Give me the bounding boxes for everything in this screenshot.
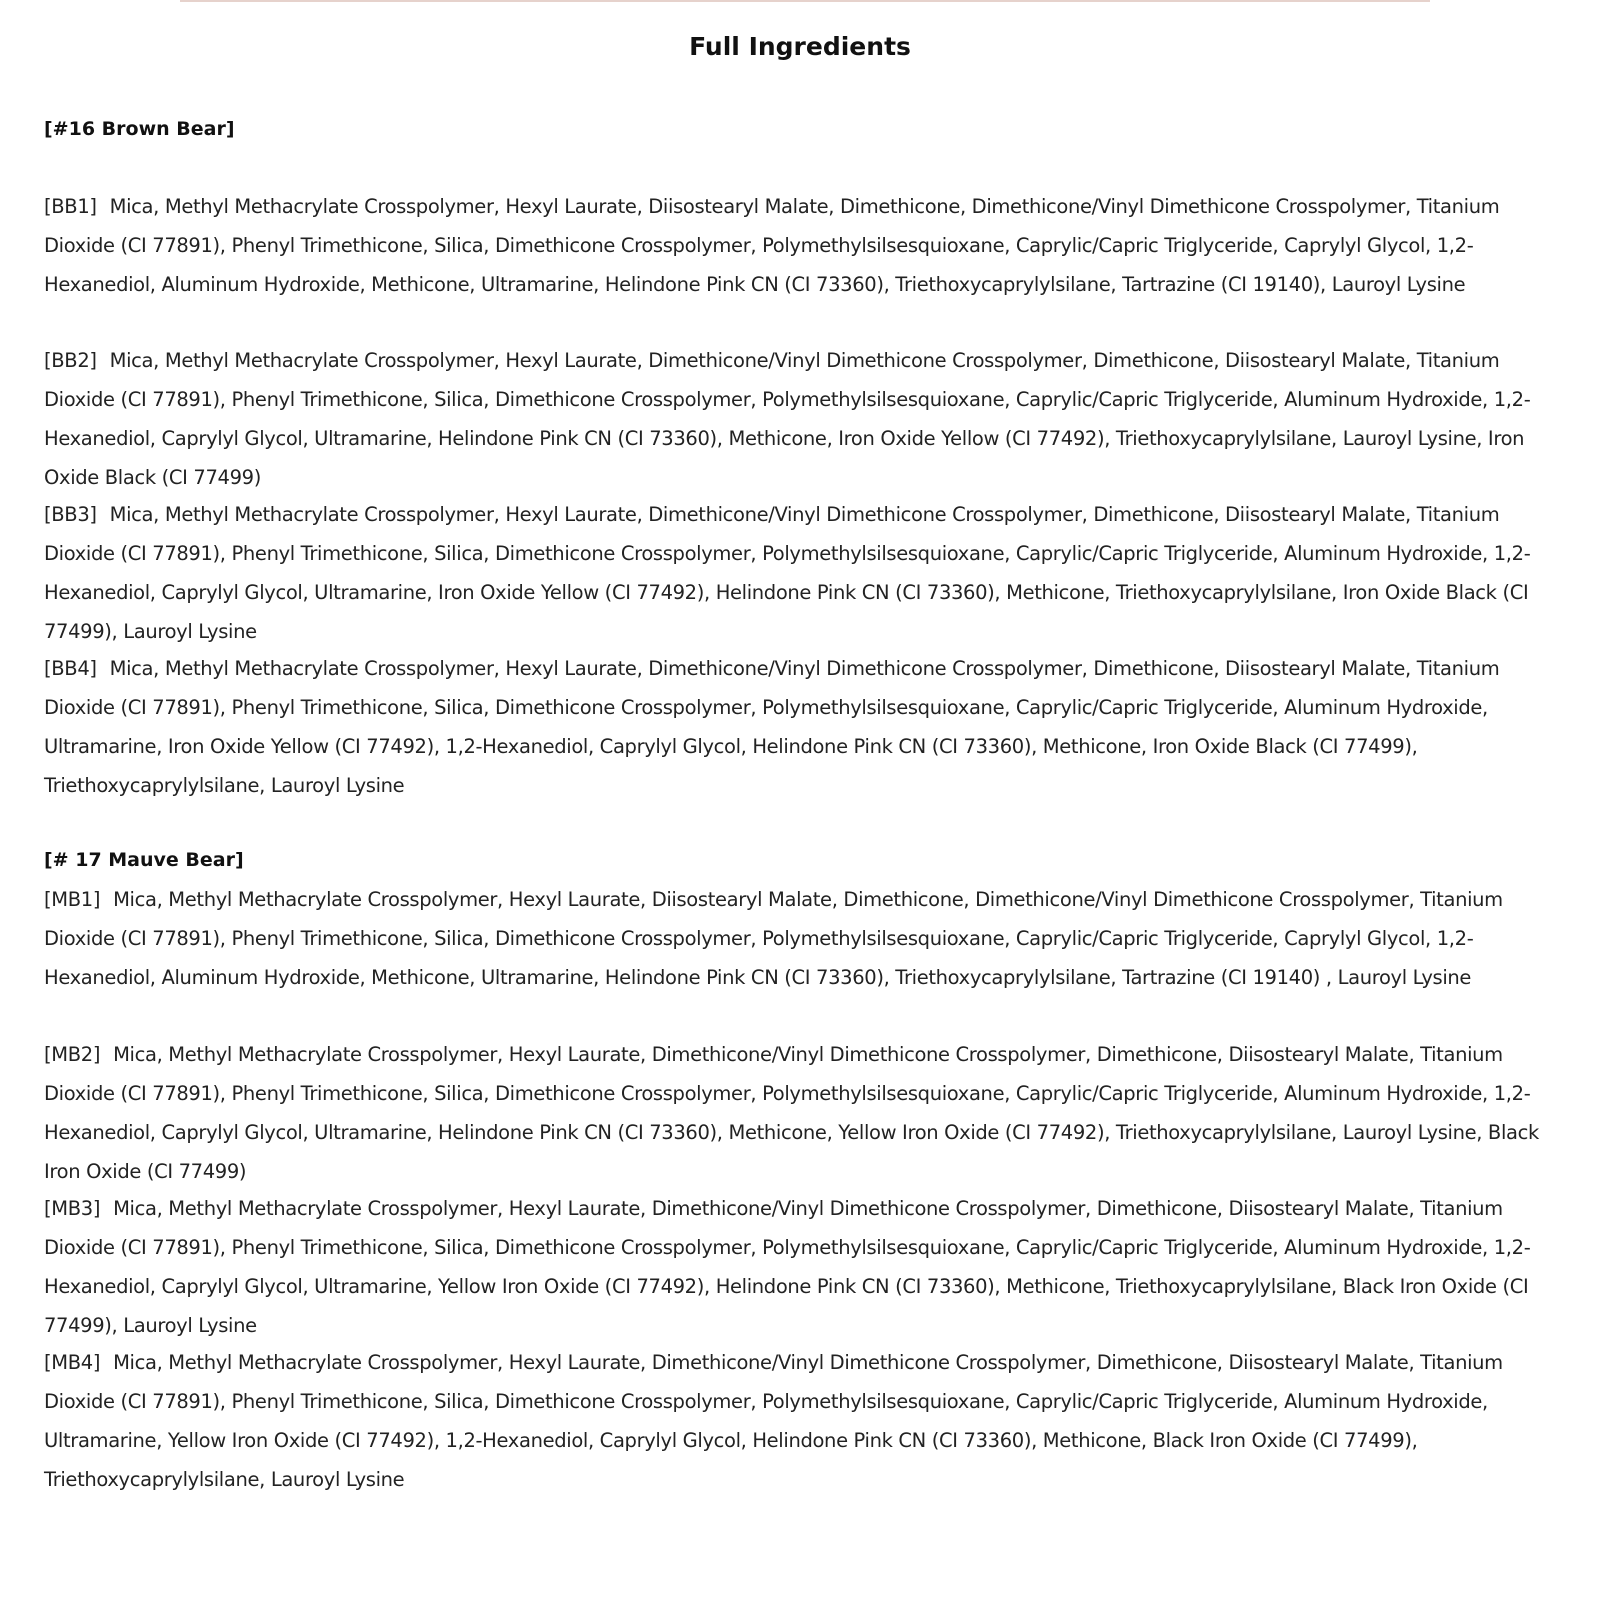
page-title: Full Ingredients bbox=[689, 32, 911, 61]
section-heading-brown-bear: [#16 Brown Bear] bbox=[44, 118, 235, 140]
ingredient-code: [BB1] bbox=[44, 195, 97, 218]
ingredient-text: Mica, Methyl Methacrylate Crosspolymer, Hexyl Laurate, Dimethicone/Vinyl Dimethicone Crosspolymer, Dimethicone, Diisostearyl Malate, Titanium Dioxide (CI 77891), Phenyl Trimethicone, Silica, Dimethicone Crosspolymer, Polymethylsilsesquioxane, Caprylic/Capric Triglyceride, Aluminum Hydroxide, 1,2-Hexanediol, Caprylyl Glycol, Ultramarine, Helindone Pink CN (CI 73360), Methicone, Iron Oxide Yellow (CI 77492), Triethoxycaprylylsilane, Lauroyl Lysine, Iron Oxide Black (CI 77499) bbox=[44, 349, 1531, 489]
ingredient-text: Mica, Methyl Methacrylate Crosspolymer, Hexyl Laurate, Dimethicone/Vinyl Dimethicone Crosspolymer, Dimethicone, Diisostearyl Malate, Titanium Dioxide (CI 77891), Phenyl Trimethicone, Silica, Dimethicone Crosspolymer, Polymethylsilsesquioxane, Caprylic/Capric Triglyceride, Aluminum Hydroxide, 1,2-Hexanediol, Caprylyl Glycol, Ultramarine, Iron Oxide Yellow (CI 77492), Helindone Pink CN (CI 73360), Methicone, Triethoxycaprylylsilane, Iron Oxide Black (CI 77499), Lauroyl Lysine bbox=[44, 503, 1531, 643]
ingredient-code: [MB1] bbox=[44, 888, 101, 911]
ingredient-code: [BB3] bbox=[44, 503, 97, 526]
ingredient-item-mb4 bbox=[44, 1343, 1549, 1499]
section-heading-mauve-bear: [# 17 Mauve Bear] bbox=[44, 849, 244, 871]
ingredient-item-mb3 bbox=[44, 1189, 1549, 1345]
ingredient-code: [BB2] bbox=[44, 349, 97, 372]
ingredient-text: Mica, Methyl Methacrylate Crosspolymer, Hexyl Laurate, Dimethicone/Vinyl Dimethicone Crosspolymer, Dimethicone, Diisostearyl Malate, Titanium Dioxide (CI 77891), Phenyl Trimethicone, Silica, Dimethicone Crosspolymer, Polymethylsilsesquioxane, Caprylic/Capric Triglyceride, Aluminum Hydroxide, Ultramarine, Yellow Iron Oxide (CI 77492), 1,2-Hexanediol, Caprylyl Glycol, Helindone Pink CN (CI 73360), Methicone, Black Iron Oxide (CI 77499), Triethoxycaprylylsilane, Lauroyl Lysine bbox=[44, 1351, 1503, 1491]
ingredient-text: Mica, Methyl Methacrylate Crosspolymer, Hexyl Laurate, Dimethicone/Vinyl Dimethicone Crosspolymer, Dimethicone, Diisostearyl Malate, Titanium Dioxide (CI 77891), Phenyl Trimethicone, Silica, Dimethicone Crosspolymer, Polymethylsilsesquioxane, Caprylic/Capric Triglyceride, Aluminum Hydroxide, 1,2-Hexanediol, Caprylyl Glycol, Ultramarine, Helindone Pink CN (CI 73360), Methicone, Yellow Iron Oxide (CI 77492), Triethoxycaprylylsilane, Lauroyl Lysine, Black Iron Oxide (CI 77499) bbox=[44, 1043, 1539, 1183]
ingredient-code: [MB3] bbox=[44, 1197, 101, 1220]
ingredient-code: [BB4] bbox=[44, 657, 97, 680]
ingredient-item-bb1 bbox=[44, 187, 1549, 304]
ingredient-text: Mica, Methyl Methacrylate Crosspolymer, Hexyl Laurate, Diisostearyl Malate, Dimethicone, Dimethicone/Vinyl Dimethicone Crosspolymer, Titanium Dioxide (CI 77891), Phenyl Trimethicone, Silica, Dimethicone Crosspolymer, Polymethylsilsesquioxane, Caprylic/Capric Triglyceride, Caprylyl Glycol, 1,2-Hexanediol, Aluminum Hydroxide, Methicone, Ultramarine, Helindone Pink CN (CI 73360), Triethoxycaprylylsilane, Tartrazine (CI 19140), Lauroyl Lysine bbox=[44, 195, 1500, 296]
ingredient-text: Mica, Methyl Methacrylate Crosspolymer, Hexyl Laurate, Dimethicone/Vinyl Dimethicone Crosspolymer, Dimethicone, Diisostearyl Malate, Titanium Dioxide (CI 77891), Phenyl Trimethicone, Silica, Dimethicone Crosspolymer, Polymethylsilsesquioxane, Caprylic/Capric Triglyceride, Aluminum Hydroxide, Ultramarine, Iron Oxide Yellow (CI 77492), 1,2-Hexanediol, Caprylyl Glycol, Helindone Pink CN (CI 73360), Methicone, Iron Oxide Black (CI 77499), Triethoxycaprylylsilane, Lauroyl Lysine bbox=[44, 657, 1500, 797]
ingredient-code: [MB4] bbox=[44, 1351, 101, 1374]
ingredient-item-bb4 bbox=[44, 649, 1549, 805]
ingredient-text: Mica, Methyl Methacrylate Crosspolymer, Hexyl Laurate, Dimethicone/Vinyl Dimethicone Crosspolymer, Dimethicone, Diisostearyl Malate, Titanium Dioxide (CI 77891), Phenyl Trimethicone, Silica, Dimethicone Crosspolymer, Polymethylsilsesquioxane, Caprylic/Capric Triglyceride, Aluminum Hydroxide, 1,2-Hexanediol, Caprylyl Glycol, Ultramarine, Yellow Iron Oxide (CI 77492), Helindone Pink CN (CI 73360), Methicone, Triethoxycaprylylsilane, Black Iron Oxide (CI 77499), Lauroyl Lysine bbox=[44, 1197, 1531, 1337]
ingredient-item-mb2 bbox=[44, 1035, 1549, 1191]
ingredient-code: [MB2] bbox=[44, 1043, 101, 1066]
top-divider bbox=[180, 0, 1430, 2]
ingredient-item-bb2 bbox=[44, 341, 1549, 497]
ingredient-item-bb3 bbox=[44, 495, 1549, 651]
ingredient-text: Mica, Methyl Methacrylate Crosspolymer, Hexyl Laurate, Diisostearyl Malate, Dimethicone, Dimethicone/Vinyl Dimethicone Crosspolymer, Titanium Dioxide (CI 77891), Phenyl Trimethicone, Silica, Dimethicone Crosspolymer, Polymethylsilsesquioxane, Caprylic/Capric Triglyceride, Caprylyl Glycol, 1,2-Hexanediol, Aluminum Hydroxide, Methicone, Ultramarine, Helindone Pink CN (CI 73360), Triethoxycaprylylsilane, Tartrazine (CI 19140) , Lauroyl Lysine bbox=[44, 888, 1503, 989]
ingredient-item-mb1 bbox=[44, 880, 1549, 997]
